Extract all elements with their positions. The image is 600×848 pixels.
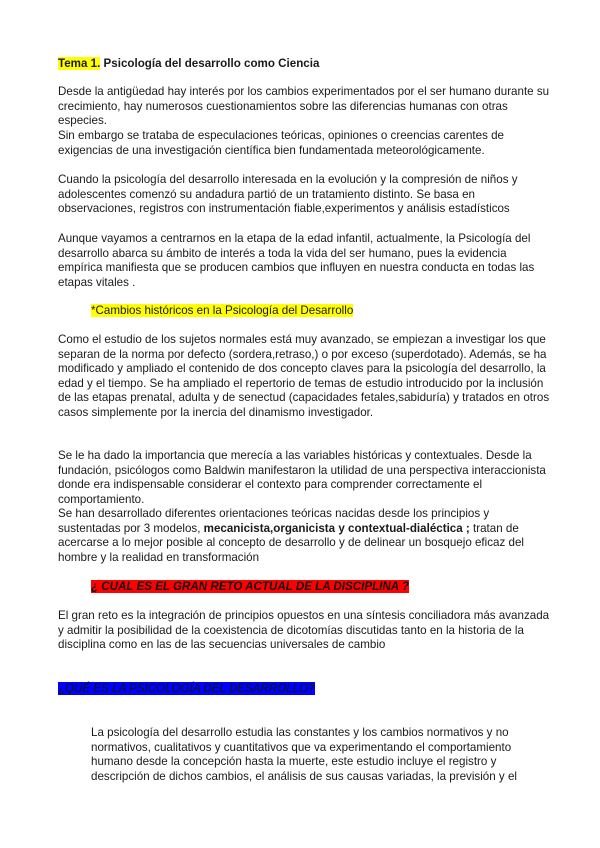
tema-label: Tema 1. <box>58 57 101 70</box>
heading-reto-text: ¿ CUAL ES EL GRAN RETO ACTUAL DE LA DISCIPLINA ? <box>91 580 409 593</box>
paragraph-especulaciones: Sin embargo se trataba de especulaciones teóricas, opiniones o creencias carentes de exigencias de una investigación científica bien fundamentada meteorológicamente. <box>58 129 504 157</box>
paragraph-orientaciones-teoricas <box>58 507 550 565</box>
paragraph-variables-historicas: Se le ha dado la importancia que merecía a las variables históricas y contextuales. Desde la fundación, psicólogos como Baldwin manifestaron la utilidad de una perspectiva interaccionista donde era indispensable considerar el contexto para comprender correctamente el comportamiento. <box>58 449 546 506</box>
heading-que-es <box>58 682 550 697</box>
heading-gran-reto <box>91 580 551 595</box>
paragraph-psicologia-desarrollo: Cuando la psicología del desarrollo interesada en la evolución y la compresión de niños y adolescentes comenzó su andadura partió de un tratamiento distinto. Se basa en observaciones, registros con instrumentación fiable,experimentos y análisis estadísticos <box>58 173 518 216</box>
modelos-bold: mecanicista,organicista y contextual-dialéctica ; <box>203 521 470 535</box>
paragraph-sujetos-normales: Como el estudio de los sujetos normales está muy avanzado, se empiezan a investigar los que separan de la norma por defecto (sordera,retraso,) o por exceso (superdotado). Además, se ha modificado y ampliado el contenido de dos concepto claves para la psicología del desarrollo, la edad y el tiempo. Se ha ampliado el repertorio de temas de estudio introducido por la inclusión de las etapas prenatal, adulta y de senectud (capacidades fetales,sabiduría) y tratados en otros casos simplemente por la inercia del dinamismo investigador. <box>58 333 550 419</box>
paragraph-definicion: La psicología del desarrollo estudia las constantes y los cambios normativos y no normativos, cualitativos y cuantitativos que va experimentando el comportamiento humano desde la concepción hasta la muerte, este estudio incluye el registro y descripción de dichos cambios, el análisis de sus causas variadas, la previsión y el <box>91 726 517 783</box>
paragraph-antiguedad: Desde la antigüedad hay interés por los cambios experimentados por el ser humano durante su crecimiento, hay numerosos cuestionamientos sobre las diferencias humanas con otras especies. <box>58 85 550 128</box>
heading-cambios-historicos <box>91 304 551 319</box>
paragraph-edad-infantil: Aunque vayamos a centrarnos en la etapa de la edad infantil, actualmente, la Psicología del desarrollo abarca su ámbito de interés a toda la vida del ser humano, pues la evidencia empírica manifiesta que se producen cambios que influyen en nuestra conducta en todas las etapas vitales . <box>58 232 535 289</box>
heading-cambios-text: *Cambios históricos en la Psicología del Desarrollo <box>91 304 354 317</box>
title-text: Psicología del desarrollo como Ciencia <box>100 57 320 70</box>
orientaciones-text-c: tratan de acercarse a lo mejor posible al concepto de desarrollo y de delinear un bosquejo eficaz del hombre y la realidad en transformación <box>58 521 524 564</box>
paragraph-gran-reto: El gran reto es la integración de principios opuestos en una síntesis conciliadora más avanzada y admitir la posibilidad de la coexistencia de dicotomías discutidas tanto en la historia de la disciplina como en las de las secuencias universales de cambio <box>58 609 550 652</box>
orientaciones-text-a: Se han desarrollado diferentes orientaciones teóricas nacidas desde los principios y sustentadas por 3 modelos, <box>58 507 490 535</box>
page-title <box>58 57 550 72</box>
heading-que-es-text: ¿QUÉ ES LA PSICOLOGÍA DEL DESARROLLO? <box>58 682 315 695</box>
